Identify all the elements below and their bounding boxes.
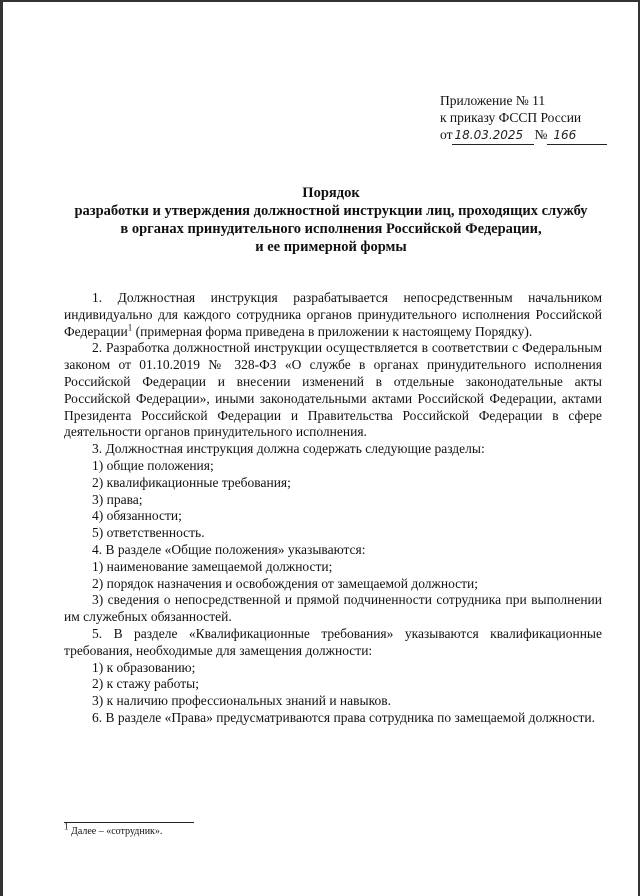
title-line-2: разработки и утверждения должностной инструкции лиц, проходящих службу bbox=[74, 203, 588, 219]
from-prefix: от bbox=[440, 127, 453, 142]
title-line-1: Порядок bbox=[302, 185, 360, 201]
footnote-divider bbox=[64, 822, 194, 823]
footnote-mark: 1 bbox=[64, 821, 69, 832]
title-line-4: и ее примерной формы bbox=[255, 239, 407, 255]
footnote-text: Далее – «сотрудник». bbox=[68, 826, 163, 837]
scan-edge-top bbox=[0, 0, 640, 2]
order-date-number bbox=[440, 126, 610, 145]
paragraph-3: 3. Должностная инструкция должна содержать следующие разделы: bbox=[92, 441, 485, 457]
title-line-3: в органах принудительного исполнения Российской Федерации, bbox=[120, 221, 542, 237]
handwritten-date: 18.03.2025 bbox=[452, 127, 534, 145]
scan-edge-left bbox=[0, 0, 3, 896]
list-item: 4) обязанности; bbox=[92, 508, 182, 524]
list-item: 1) наименование замещаемой должности; bbox=[92, 558, 333, 574]
document-body bbox=[64, 290, 602, 727]
list-item: 2) к стажу работы; bbox=[92, 676, 199, 692]
list-item: 1) к образованию; bbox=[92, 659, 196, 675]
paragraph-6: 6. В разделе «Права» предусматриваются права сотрудника по замещаемой должности. bbox=[92, 709, 595, 725]
footnote-ref: 1 bbox=[127, 322, 133, 333]
document-title bbox=[60, 184, 602, 256]
footnote bbox=[64, 821, 163, 838]
list-item: 3) сведения о непосредственной и прямой подчиненности сотрудника при выполнении им служебных обязанностей. bbox=[64, 592, 602, 625]
paragraph-1: 1. Должностная инструкция разрабатывается непосредственным начальником индивидуально для каждого сотрудника органов принудительного исполнения Российской Федерации$^1$ (примерная форма приведена в приложении к настоящему Порядку). bbox=[64, 290, 602, 339]
appendix-header bbox=[440, 92, 610, 145]
list-item: 2) порядок назначения и освобождения от замещаемой должности; bbox=[92, 575, 479, 591]
paragraph-4: 4. В разделе «Общие положения» указываются: bbox=[92, 541, 366, 557]
list-item: 3) права; bbox=[92, 491, 143, 507]
handwritten-number: 166 bbox=[547, 127, 607, 145]
appendix-number: Приложение № 11 bbox=[440, 93, 546, 108]
list-item: 1) общие положения; bbox=[92, 457, 214, 473]
appendix-order-ref: к приказу ФССП России bbox=[440, 110, 582, 125]
list-item: 3) к наличию профессиональных знаний и навыков. bbox=[92, 693, 391, 709]
list-item: 2) квалификационные требования; bbox=[92, 474, 291, 490]
list-item: 5) ответственность. bbox=[92, 525, 205, 541]
number-sign: № bbox=[534, 127, 548, 142]
paragraph-2: 2. Разработка должностной инструкции осуществляется в соответствии с Федеральным законом от 01.10.2019 № 328-ФЗ «О службе в органах принудительного исполнения Российской Федерации и внесении изменений в отдельные законодательные акты Российской Федерации», иными законодательными актами Российской Федерации, актами Президента Российской Федерации и Правительства Российской Федерации в сфере деятельности органов принудительного исполнения. bbox=[64, 340, 602, 440]
paragraph-5: 5. В разделе «Квалификационные требования» указываются квалификационные требования, необходимые для замещения должности: bbox=[64, 625, 602, 658]
